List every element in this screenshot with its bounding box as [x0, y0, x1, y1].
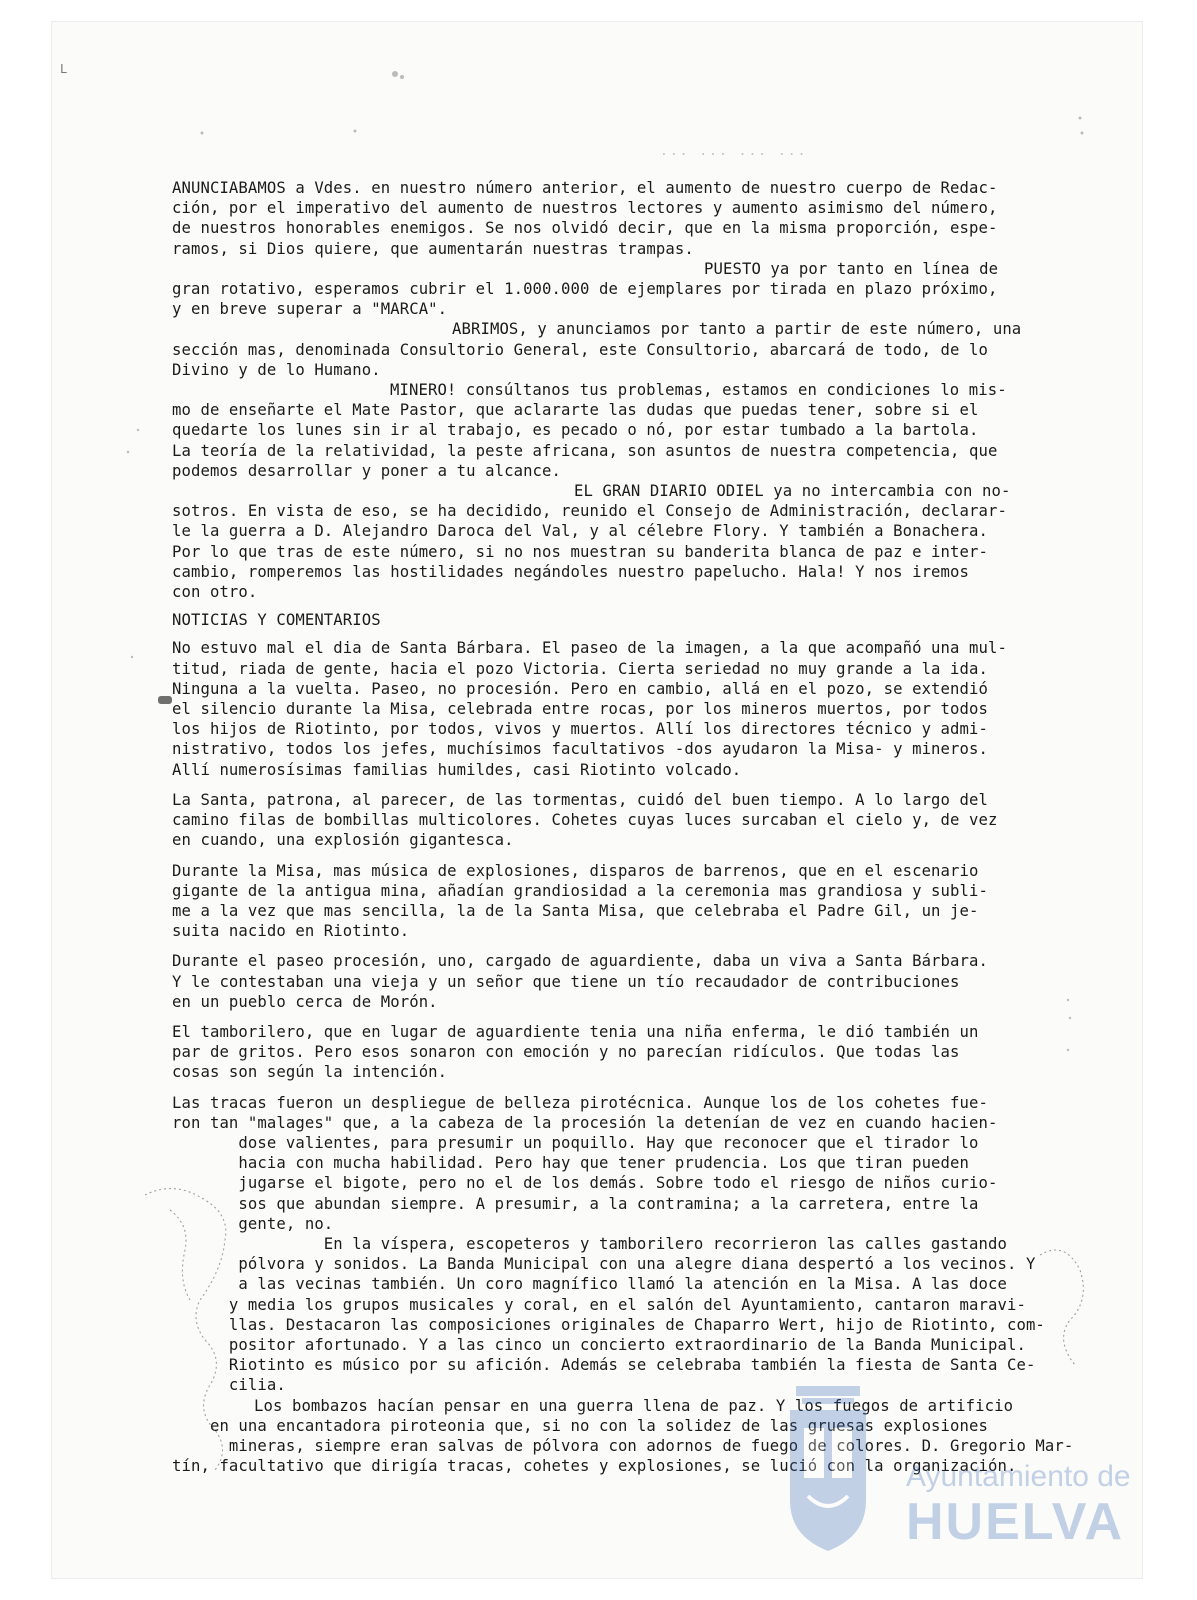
text-line: en una encantadora piroteonia que, si no con la solidez de las gruesas explosiones	[172, 1416, 988, 1435]
text-line: gran rotativo, esperamos cubrir el 1.000.000 de ejemplares por tirada en plazo próximo,	[172, 280, 998, 299]
text-line: en cuando, una explosión gigantesca.	[172, 831, 514, 850]
text-line: Los bombazos hacían pensar en una guerra llena de paz. Y los fuegos de artificio	[254, 1396, 1014, 1415]
text-line: los hijos de Riotinto, por todos, vivos y muertos. Allí los directores técnico y admi-	[172, 720, 988, 739]
text-line: hacia con mucha habilidad. Pero hay que tener prudencia. Los que tiran pueden	[172, 1154, 970, 1173]
text-line: camino filas de bombillas multicolores. Cohetes cuyas luces surcaban el cielo y, de vez	[172, 811, 998, 830]
text-line: ron tan "malages" que, a la cabeza de la procesión la detenían de vez en cuando hacien-	[172, 1113, 998, 1132]
text-line: quedarte los lunes sin ir al trabajo, es pecado o nó, por estar tumbado a la bartola.	[172, 421, 979, 440]
faded-stamp: ... ... ... ...	[660, 144, 808, 159]
text-line: positor afortunado. Y a las cinco un concierto extraordinario de la Banda Municipal.	[172, 1335, 1026, 1354]
text-line: MINERO! consúltanos tus problemas, estamos en condiciones lo mis-	[390, 381, 1007, 400]
text-line: En la víspera, escopeteros y tamborilero recorrieron las calles gastando	[172, 1234, 1007, 1253]
watermark-line2: HUELVA	[906, 1493, 1125, 1551]
text-line: sección mas, denominada Consultorio General, este Consultorio, abarcará de todo, de lo	[172, 340, 988, 359]
text-line: par de gritos. Pero esos sonaron con emoción y no parecían ridículos. Que todas las	[172, 1043, 960, 1062]
text-line: podemos desarrollar y poner a tu alcance.	[172, 461, 562, 480]
text-line: cosas son según la intención.	[172, 1063, 448, 1082]
text-line: cilia.	[172, 1376, 286, 1395]
text-line: dose valientes, para presumir un poquillo. Hay que reconocer que el tirador lo	[172, 1133, 979, 1152]
text-line: con otro.	[172, 583, 258, 602]
text-line: llas. Destacaron las composiciones originales de Chaparro Wert, hijo de Riotinto, com-	[172, 1315, 1045, 1334]
text-line: Y le contestaban una vieja y un señor que tiene un tío recaudador de contribuciones	[172, 972, 960, 991]
text-line: sos que abundan siempre. A presumir, a la contramina; a la carretera, entre la	[172, 1194, 979, 1213]
text-line: Allí numerosísimas familias humildes, casi Riotinto volcado.	[172, 760, 742, 779]
text-line: le la guerra a D. Alejandro Daroca del Val, y al célebre Flory. Y también a Bonachera.	[172, 522, 988, 541]
text-line: EL GRAN DIARIO ODIEL ya no intercambia con no-	[574, 482, 1011, 501]
text-line: La teoría de la relatividad, la peste africana, son asuntos de nuestra competencia, que	[172, 441, 998, 460]
text-line: y media los grupos musicales y coral, en el salón del Ayuntamiento, cantaron maravi-	[172, 1295, 1026, 1314]
text-line: suita nacido en Riotinto.	[172, 922, 410, 941]
text-line: mo de enseñarte el Mate Pastor, que aclararte las dudas que puedas tener, sobre si el	[172, 401, 979, 420]
text-line: tín, facultativo que dirigía tracas, cohetes y explosiones, se lució con la organización.	[172, 1457, 1017, 1476]
text-line: gigante de la antigua mina, añadían grandiosidad a la ceremonia mas grandiosa y subli-	[172, 881, 988, 900]
text-line: Riotinto es músico por su afición. Además se celebraba también la fiesta de Santa Ce-	[172, 1356, 1036, 1375]
text-line: el silencio durante la Misa, celebrada entre rocas, por los mineros muertos, por todos	[172, 700, 988, 719]
text-line: ABRIMOS, y anunciamos por tanto a partir de este número, una	[452, 320, 1022, 339]
text-line: en un pueblo cerca de Morón.	[172, 992, 438, 1011]
text-line: Divino y de lo Humano.	[172, 360, 381, 379]
text-line: La Santa, patrona, al parecer, de las tormentas, cuidó del buen tiempo. A lo largo del	[172, 790, 988, 809]
text-line: Durante la Misa, mas música de explosiones, disparos de barrenos, que en el escenario	[172, 861, 979, 880]
text-line: Durante el paseo procesión, uno, cargado de aguardiente, daba un viva a Santa Bárbara.	[172, 952, 988, 971]
text-line: a las vecinas también. Un coro magnífico llamó la atención en la Misa. A las doce	[172, 1275, 1007, 1294]
page-marker: L	[60, 62, 68, 76]
text-line: No estuvo mal el dia de Santa Bárbara. El paseo de la imagen, a la que acompañó una mul-	[172, 639, 1007, 658]
text-line: cambio, romperemos las hostilidades negándoles nuestro papelucho. Hala! Y nos iremos	[172, 562, 970, 581]
text-line: ramos, si Dios quiere, que aumentarán nuestras trampas.	[172, 239, 694, 258]
text-line: ción, por el imperativo del aumento de nuestros lectores y aumento asimismo del número,	[172, 199, 998, 218]
text-line: Las tracas fueron un despliegue de belleza pirotécnica. Aunque los de los cohetes fue-	[172, 1093, 988, 1112]
text-line: Por lo que tras de este número, si no nos muestran su banderita blanca de paz e inter-	[172, 542, 988, 561]
text-line: El tamborilero, que en lugar de aguardiente tenia una niña enferma, le dió también un	[172, 1022, 979, 1041]
document-body	[172, 178, 1078, 1476]
text-line: y en breve superar a "MARCA".	[172, 300, 448, 319]
huelva-shield-icon	[778, 1376, 878, 1556]
text-line: jugarse el bigote, pero no el de los demás. Sobre todo el riesgo de niños curio-	[172, 1174, 998, 1193]
text-line: ANUNCIABAMOS a Vdes. en nuestro número anterior, el aumento de nuestro cuerpo de Redac-	[172, 179, 998, 197]
text-line: gente, no.	[172, 1214, 334, 1233]
section-heading: NOTICIAS Y COMENTARIOS	[172, 611, 381, 630]
text-line: PUESTO ya por tanto en línea de	[704, 259, 999, 278]
text-line: mineras, siempre eran salvas de pólvora con adornos de fuego de colores. D. Gregorio Mar-	[172, 1436, 1074, 1455]
text-line: titud, riada de gente, hacia el pozo Victoria. Cierta seriedad no muy grande a la ida.	[172, 659, 988, 678]
text-line: Ninguna a la vuelta. Paseo, no procesión. Pero en cambio, allá en el pozo, se extendió	[172, 679, 988, 698]
text-line: pólvora y sonidos. La Banda Municipal con una alegre diana despertó a los vecinos. Y	[172, 1255, 1036, 1274]
text-line: nistrativo, todos los jefes, muchísimos facultativos -dos ayudaron la Misa- y mineros.	[172, 740, 988, 759]
ayuntamiento-huelva-watermark	[778, 1358, 1131, 1578]
text-line: me a la vez que mas sencilla, la de la Santa Misa, que celebraba el Padre Gil, un je-	[172, 901, 979, 920]
text-line: de nuestros honorables enemigos. Se nos olvidó decir, que en la misma proporción, espe-	[172, 219, 998, 238]
watermark-line1: Ayuntamiento de	[906, 1460, 1131, 1493]
text-line: sotros. En vista de eso, se ha decidido, reunido el Consejo de Administración, declarar-	[172, 502, 1007, 521]
